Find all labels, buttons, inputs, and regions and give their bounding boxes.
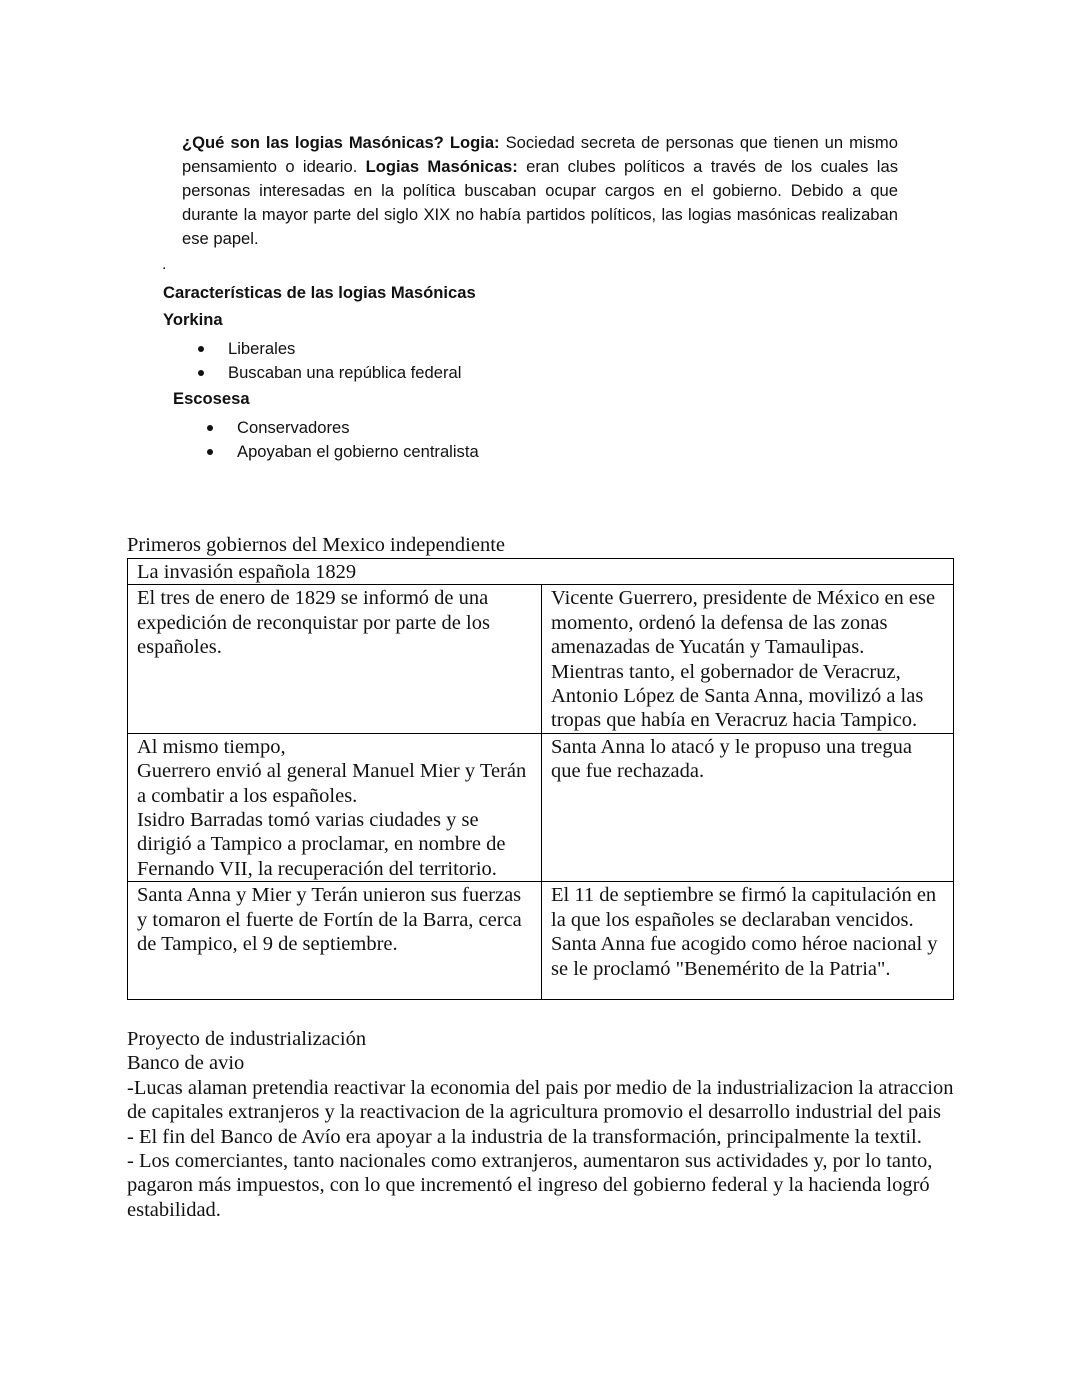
masonicas-term: Logias Masónicas: — [365, 157, 518, 176]
table-cell: El tres de enero de 1829 se informó de una expedición de reconquistar por parte de los españoles. — [128, 585, 542, 733]
table-row — [128, 882, 954, 1000]
bullet-icon — [198, 346, 204, 352]
governments-table — [127, 558, 954, 1000]
table-cell: Santa Anna lo atacó y le propuso una tregua que fue rechazada. — [542, 733, 954, 881]
escocesa-list — [203, 416, 479, 463]
industry-paragraph: - Los comerciantes, tanto nacionales como extranjeros, aumentaron sus actividades y, por lo tanto, pagaron más impuestos, con lo que incrementó el ingreso del gobierno federal y la hacienda logró estabilidad. — [127, 1150, 933, 1221]
table-cell: El 11 de septiembre se firmó la capitulación en la que los españoles se declaraban vencidos. Santa Anna fue acogido como héroe nacional y se le proclamó "Benemérito de la Patria". — [542, 882, 954, 1000]
list-item: Apoyaban el gobierno centralista — [203, 440, 479, 464]
table-row — [128, 733, 954, 881]
escocesa-heading: Escosesa — [173, 389, 250, 408]
bullet-icon — [207, 425, 213, 431]
list-item: Liberales — [194, 337, 461, 361]
table-header-cell: La invasión española 1829 — [128, 559, 954, 585]
bullet-icon — [207, 449, 213, 455]
intro-paragraph — [182, 131, 898, 251]
characteristics-title: Características de las logias Masónicas — [163, 283, 476, 302]
industry-paragraph: -Lucas alaman pretendia reactivar la economia del pais por medio de la industrializacion la atraccion de capitales extranjeros y la reactivacion de la agricultura promovio el desarrollo industrial del pais — [127, 1076, 954, 1124]
table-cell: Santa Anna y Mier y Terán unieron sus fuerzas y tomaron el fuerte de Fortín de la Barra, cerca de Tampico, el 9 de septiembre. — [128, 882, 542, 1000]
intro-question: ¿Qué son las logias Masónicas? — [182, 133, 444, 152]
table-row — [128, 585, 954, 733]
industry-subtitle: Banco de avio — [127, 1052, 245, 1075]
list-item: Buscaban una república federal — [194, 361, 461, 385]
logia-term: Logia: — [449, 133, 500, 152]
list-item: Conservadores — [203, 416, 479, 440]
stray-dot: . — [162, 256, 167, 273]
table-cell: Vicente Guerrero, presidente de México en ese momento, ordenó la defensa de las zonas amenazadas de Yucatán y Tamaulipas. Mientras tanto, el gobernador de Veracruz, Antonio López de Santa Anna, movilizó a las tropas que había en Veracruz hacia Tampico. — [542, 585, 954, 733]
bullet-icon — [198, 370, 204, 376]
yorkina-list — [194, 337, 461, 384]
industry-title: Proyecto de industrialización — [127, 1028, 367, 1050]
table-title: Primeros gobiernos del Mexico independiente — [127, 534, 506, 556]
logia-definition: Sociedad secreta de personas que tienen un mismo pensamiento o ideario. — [182, 133, 898, 176]
masonicas-definition: eran clubes políticos a través de los cuales las personas interesadas en la política buscaban ocupar cargos en el gobierno. Debido a que durante la mayor parte del siglo XIX no había partidos políticos, las logias masónicas realizaban ese papel. — [182, 157, 898, 248]
industry-paragraph: - El fin del Banco de Avío era apoyar a la industria de la transformación, principalmente la textil. — [127, 1125, 922, 1148]
table-cell: Al mismo tiempo, Guerrero envió al general Manuel Mier y Terán a combatir a los españoles. Isidro Barradas tomó varias ciudades y se dirigió a Tampico a proclamar, en nombre de Fernando VII, la recuperación del territorio. — [128, 733, 542, 881]
yorkina-heading: Yorkina — [163, 310, 223, 329]
industry-section — [127, 1027, 957, 1222]
